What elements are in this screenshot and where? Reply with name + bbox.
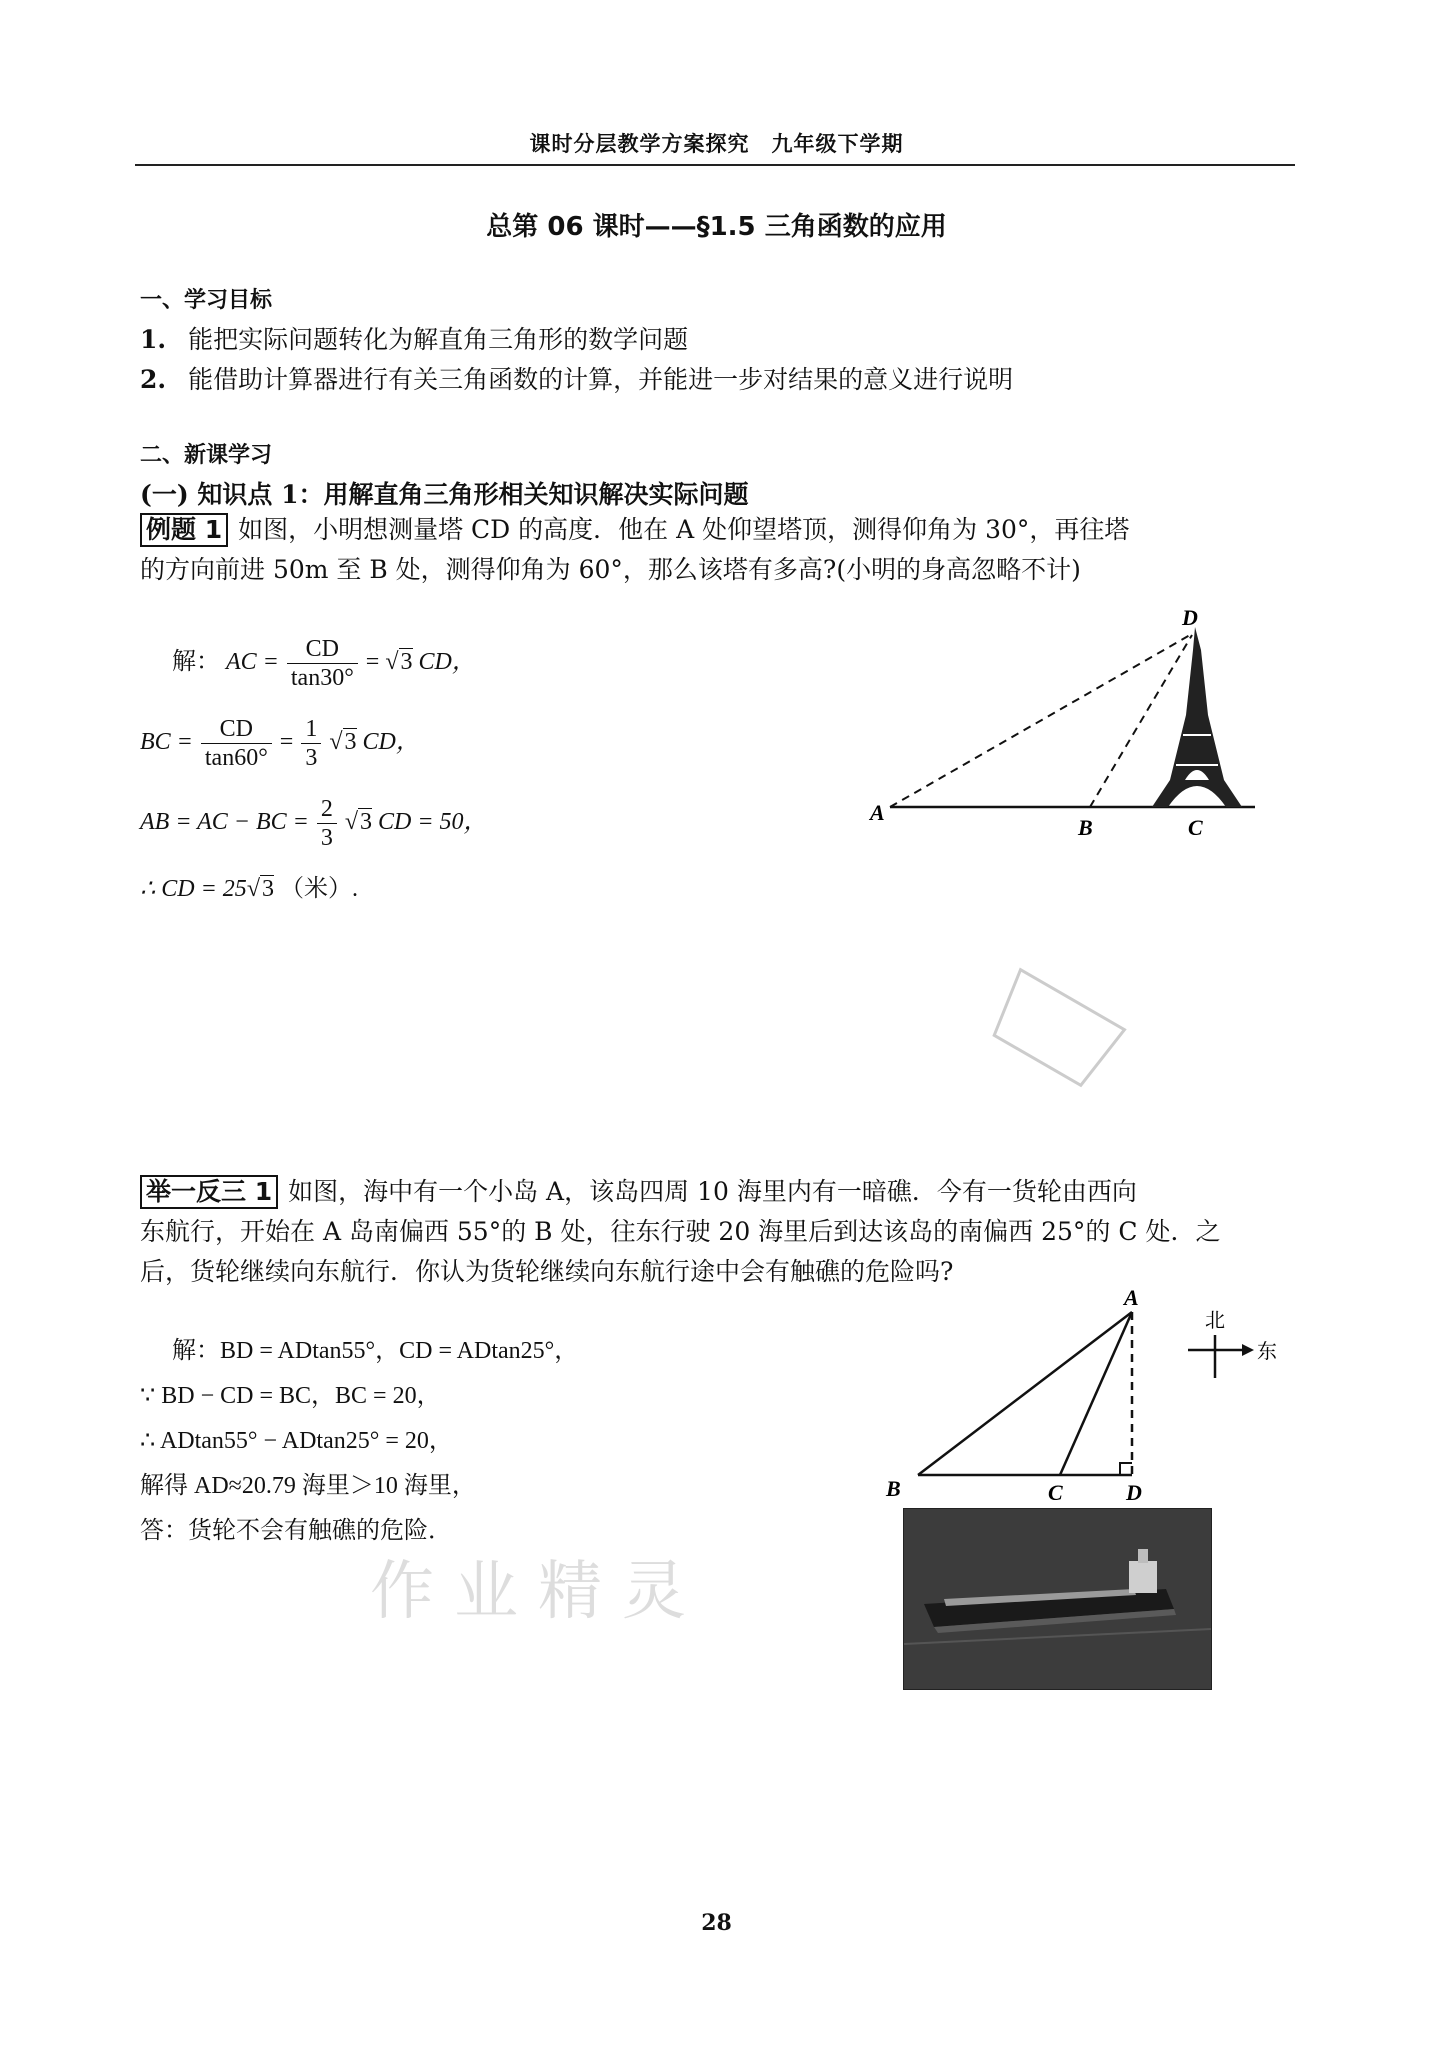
math-tail: （米）. <box>279 876 358 902</box>
north-label: 北 <box>1205 1308 1225 1332</box>
point-label-a: A <box>1124 1290 1139 1310</box>
fraction-numerator: CD <box>287 635 358 664</box>
running-header: 课时分层教学方案探究 九年级下学期 <box>529 132 904 156</box>
equals-sign: = <box>279 729 294 756</box>
watermark-text: 作业精灵 <box>370 1555 706 1629</box>
point-label-b: B <box>1078 815 1093 840</box>
fraction <box>317 795 337 852</box>
practice-solution-line: ∵ BD − CD = BC，BC = 20， <box>140 1383 441 1409</box>
fraction <box>201 715 272 772</box>
sqrt-radicand: 3 <box>261 876 274 902</box>
fraction-denominator: 3 <box>320 825 333 851</box>
math-lhs: AB = AC − BC = <box>140 809 309 836</box>
math-lhs: AC = <box>226 649 279 676</box>
sightline-from-a <box>890 635 1190 807</box>
solution-prefix: 解： <box>172 649 220 676</box>
practice-solution-line: 答：货轮不会有触礁的危险． <box>140 1518 452 1544</box>
goal-number: 2. <box>140 365 167 394</box>
goal-text: 能把实际问题转化为解直角三角形的数学问题 <box>188 325 689 354</box>
practice-label: 举一反三 1 <box>140 1175 278 1209</box>
point-label-d: D <box>1182 605 1198 630</box>
fraction-denominator: tan60° <box>204 745 268 771</box>
sqrt-icon: √ <box>344 809 358 836</box>
example-1-solution-line4 <box>140 868 358 903</box>
header-rule <box>135 164 1295 166</box>
cargo-ship-photo <box>903 1508 1212 1690</box>
math-tail: CD， <box>362 729 420 756</box>
fraction <box>301 715 321 772</box>
fraction-numerator: CD <box>201 715 272 744</box>
example-1-text-line2: 的方向前进 50m 至 B 处，测得仰角为 60°，那么该塔有多高?(小明的身高忽略不计) <box>140 555 1081 584</box>
practice-1-text-line3: 后，货轮继续向东航行．你认为货轮继续向东航行途中会有触礁的危险吗? <box>140 1257 954 1286</box>
example-1-solution-line3 <box>140 795 488 852</box>
sqrt-icon: √ <box>385 649 399 676</box>
math-tail: CD = 50， <box>377 809 488 836</box>
right-angle-mark <box>1120 1463 1132 1475</box>
math-tail: CD， <box>418 649 476 676</box>
sqrt-radicand: 3 <box>359 809 372 836</box>
knowledge-point-heading: (一) 知识点 1：用解直角三角形相关知识解决实际问题 <box>140 480 749 509</box>
example-1-text-line1: 如图，小明想测量塔 CD 的高度．他在 A 处仰望塔顶，测得仰角为 30°，再往塔 <box>238 515 1130 544</box>
goal-item-2 <box>140 360 1013 396</box>
compass-icon <box>1188 1335 1254 1378</box>
section-heading-goals: 一、学习目标 <box>140 288 273 313</box>
point-label-c: C <box>1048 1480 1063 1505</box>
goal-number: 1. <box>140 325 167 354</box>
page-number: 28 <box>701 1910 732 1936</box>
practice-1-question <box>140 1172 1300 1292</box>
section-heading-new-lesson: 二、新课学习 <box>140 443 273 468</box>
point-label-d: D <box>1126 1480 1142 1505</box>
example-1-figure <box>860 605 1260 845</box>
point-label-a: A <box>870 800 885 825</box>
practice-1-figure <box>880 1290 1300 1510</box>
practice-1-text-line1: 如图，海中有一个小岛 A，该岛四周 10 海里内有一暗礁．今有一货轮由西向 <box>288 1177 1137 1206</box>
practice-solution-line: 解：BD = ADtan55°，CD = ADtan25°， <box>172 1338 579 1364</box>
fraction-denominator: tan30° <box>290 665 354 691</box>
practice-solution-line: ∴ ADtan55° − ADtan25° = 20， <box>140 1428 453 1454</box>
goal-text: 能借助计算器进行有关三角函数的计算，并能进一步对结果的意义进行说明 <box>188 365 1014 394</box>
math-lhs: BC = <box>140 729 193 756</box>
fraction-numerator: 2 <box>317 795 337 824</box>
fraction-numerator: 1 <box>301 715 321 744</box>
sqrt-radicand: 3 <box>400 649 413 676</box>
practice-1-text-line2: 东航行，开始在 A 岛南偏西 55°的 B 处，往东行驶 20 海里后到达该岛的南偏西 25°的 C 处．之 <box>140 1217 1221 1246</box>
segment-ab <box>918 1312 1132 1475</box>
watermark-stamp-icon <box>965 955 1145 1105</box>
example-1-solution-line1 <box>172 635 476 692</box>
fraction-denominator: 3 <box>305 745 318 771</box>
tower-icon <box>1152 627 1242 807</box>
sqrt-icon: √ <box>246 876 260 902</box>
practice-solution-line: 解得 AD≈20.79 海里＞10 海里， <box>140 1473 476 1499</box>
example-label: 例题 1 <box>140 513 228 547</box>
sqrt-icon: √ <box>329 729 343 756</box>
ship-icon <box>904 1509 1211 1689</box>
math-lhs: ∴ CD = 25 <box>140 876 247 902</box>
segment-ac <box>1060 1312 1132 1475</box>
point-label-c: C <box>1188 815 1203 840</box>
east-label: 东 <box>1257 1339 1277 1363</box>
lesson-title: 总第 06 课时——§1.5 三角函数的应用 <box>486 212 947 242</box>
goal-item-1 <box>140 320 688 356</box>
sqrt-radicand: 3 <box>344 729 357 756</box>
point-label-b: B <box>886 1476 901 1501</box>
example-1-solution-line2 <box>140 715 420 772</box>
fraction <box>287 635 358 692</box>
example-1-question <box>140 510 1290 590</box>
equals-sign: = <box>365 649 380 676</box>
